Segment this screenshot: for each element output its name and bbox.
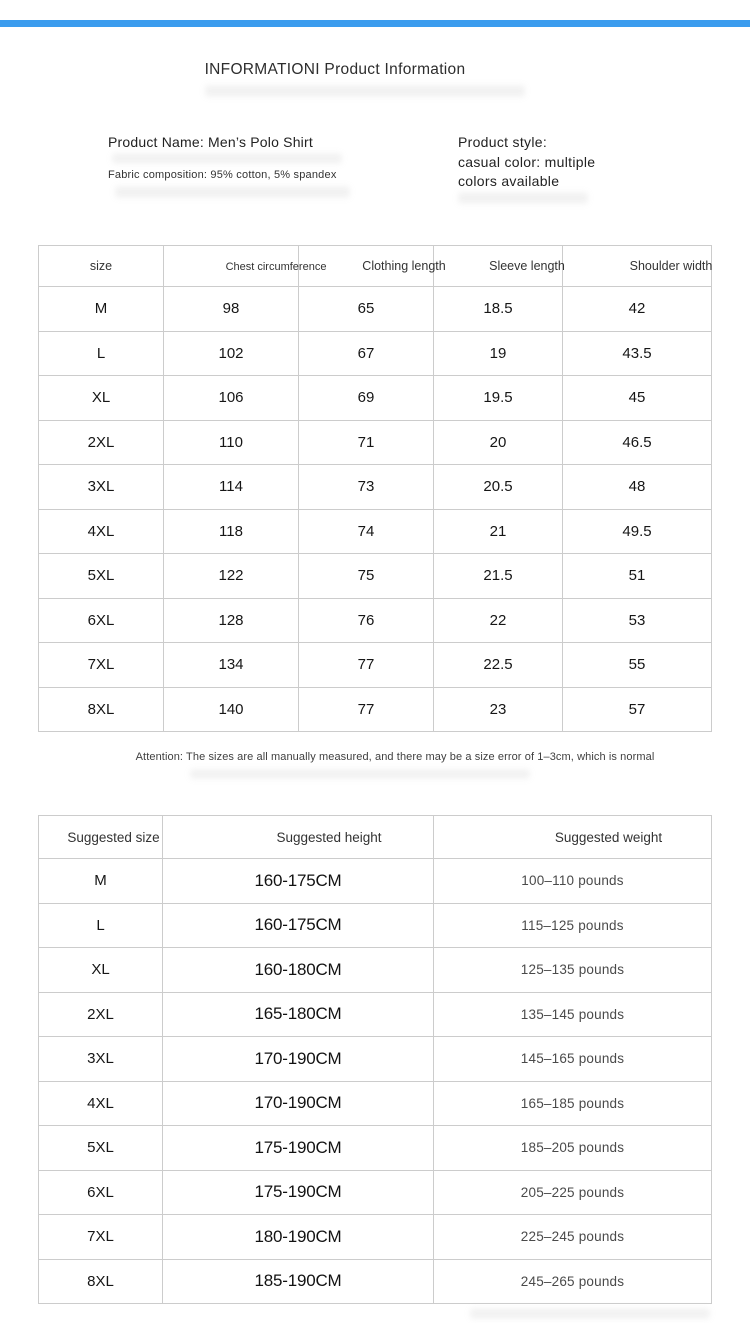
table-cell: 140: [164, 687, 299, 732]
table-cell: L: [39, 903, 163, 948]
table-cell: 20: [434, 420, 563, 465]
table-cell: 49.5: [563, 509, 712, 554]
table-cell: 46.5: [563, 420, 712, 465]
table-row: [39, 465, 712, 510]
table-cell: 5XL: [39, 554, 164, 599]
table-row: [39, 643, 712, 688]
table-cell: 4XL: [39, 509, 164, 554]
product-style-line: colors available: [458, 173, 560, 189]
table-cell: 53: [563, 598, 712, 643]
page-title: INFORMATIONI Product Information: [204, 61, 466, 78]
table-cell: 122: [164, 554, 299, 599]
table-row: [39, 948, 712, 993]
table-cell: 22.5: [434, 643, 563, 688]
table-cell: 245–265 pounds: [434, 1259, 712, 1304]
col-header-size: size: [39, 246, 164, 287]
table-cell: 128: [164, 598, 299, 643]
table-cell: 3XL: [39, 465, 164, 510]
table-cell: 165-180CM: [163, 992, 434, 1037]
table-cell: 102: [164, 331, 299, 376]
product-style-text: [458, 133, 595, 192]
table-cell: 175-190CM: [163, 1126, 434, 1171]
table-cell: 22: [434, 598, 563, 643]
col-header-suggested-height: Suggested height: [163, 816, 434, 859]
table-row: [39, 376, 712, 421]
table-cell: 75: [299, 554, 434, 599]
table-cell: 100–110 pounds: [434, 859, 712, 904]
table-row: [39, 1037, 712, 1082]
attention-note: Attention: The sizes are all manually measured, and there may be a size error of 1–3cm, which is normal: [135, 751, 655, 763]
table-cell: 42: [563, 287, 712, 332]
table-cell: 7XL: [39, 643, 164, 688]
table-cell: 18.5: [434, 287, 563, 332]
product-style-line: Product style:: [458, 134, 548, 150]
table-cell: 20.5: [434, 465, 563, 510]
col-header-shoulder-width: Shoulder width: [563, 246, 712, 287]
faded-text-smudge: [112, 153, 342, 164]
table-cell: 175-190CM: [163, 1170, 434, 1215]
table-cell: 170-190CM: [163, 1081, 434, 1126]
faded-text-smudge: [458, 192, 588, 204]
table-row: [39, 420, 712, 465]
table-cell: M: [39, 287, 164, 332]
col-header-suggested-weight: Suggested weight: [434, 816, 712, 859]
table-cell: 8XL: [39, 687, 164, 732]
table-cell: 160-175CM: [163, 903, 434, 948]
table-cell: 67: [299, 331, 434, 376]
table-cell: 23: [434, 687, 563, 732]
table-row: [39, 554, 712, 599]
table-cell: 118: [164, 509, 299, 554]
table-row: [39, 1215, 712, 1260]
faded-text-smudge: [190, 769, 530, 779]
table-cell: 19: [434, 331, 563, 376]
faded-text-smudge: [205, 85, 525, 97]
size-table-header-row: [39, 246, 712, 287]
size-table: [38, 245, 712, 732]
table-cell: 57: [563, 687, 712, 732]
table-cell: 45: [563, 376, 712, 421]
table-cell: 205–225 pounds: [434, 1170, 712, 1215]
product-style-line: casual color: multiple: [458, 153, 596, 170]
col-header-suggested-size: Suggested size: [39, 816, 163, 859]
table-cell: L: [39, 331, 164, 376]
table-cell: 69: [299, 376, 434, 421]
table-cell: 21.5: [434, 554, 563, 599]
table-cell: 76: [299, 598, 434, 643]
table-cell: 71: [299, 420, 434, 465]
table-cell: 160-180CM: [163, 948, 434, 993]
table-cell: 135–145 pounds: [434, 992, 712, 1037]
table-cell: 98: [164, 287, 299, 332]
table-row: [39, 1126, 712, 1171]
table-cell: 65: [299, 287, 434, 332]
table-row: [39, 687, 712, 732]
table-cell: 134: [164, 643, 299, 688]
table-cell: 2XL: [39, 992, 163, 1037]
table-cell: 74: [299, 509, 434, 554]
table-cell: 77: [299, 687, 434, 732]
table-row: [39, 903, 712, 948]
table-cell: 185-190CM: [163, 1259, 434, 1304]
fabric-composition-label: Fabric composition: 95% cotton, 5% spandex: [108, 169, 337, 181]
table-row: [39, 992, 712, 1037]
table-cell: 5XL: [39, 1126, 163, 1171]
table-cell: XL: [39, 376, 164, 421]
table-row: [39, 598, 712, 643]
table-row: [39, 509, 712, 554]
table-cell: 110: [164, 420, 299, 465]
table-cell: 48: [563, 465, 712, 510]
table-row: [39, 859, 712, 904]
faded-text-smudge: [115, 186, 350, 198]
table-cell: 8XL: [39, 1259, 163, 1304]
table-cell: 73: [299, 465, 434, 510]
table-row: [39, 331, 712, 376]
table-cell: 160-175CM: [163, 859, 434, 904]
table-cell: 43.5: [563, 331, 712, 376]
table-cell: 7XL: [39, 1215, 163, 1260]
table-row: [39, 1259, 712, 1304]
suggestion-table-header-row: [39, 816, 712, 859]
table-cell: 19.5: [434, 376, 563, 421]
table-cell: 185–205 pounds: [434, 1126, 712, 1171]
table-cell: 115–125 pounds: [434, 903, 712, 948]
top-accent-bar: [0, 20, 750, 27]
table-cell: 170-190CM: [163, 1037, 434, 1082]
table-cell: 114: [164, 465, 299, 510]
table-cell: 145–165 pounds: [434, 1037, 712, 1082]
col-header-sleeve-length: Sleeve length: [434, 246, 563, 287]
table-cell: 77: [299, 643, 434, 688]
table-cell: 2XL: [39, 420, 164, 465]
table-cell: 55: [563, 643, 712, 688]
table-cell: 165–185 pounds: [434, 1081, 712, 1126]
table-cell: 4XL: [39, 1081, 163, 1126]
table-cell: 125–135 pounds: [434, 948, 712, 993]
table-row: [39, 1170, 712, 1215]
table-cell: 106: [164, 376, 299, 421]
table-row: [39, 287, 712, 332]
table-cell: M: [39, 859, 163, 904]
table-row: [39, 1081, 712, 1126]
col-header-chest: Chest circumference: [164, 246, 299, 287]
table-cell: 180-190CM: [163, 1215, 434, 1260]
table-cell: 51: [563, 554, 712, 599]
table-cell: 3XL: [39, 1037, 163, 1082]
col-header-clothing-length: Clothing length: [299, 246, 434, 287]
table-cell: XL: [39, 948, 163, 993]
table-cell: 6XL: [39, 1170, 163, 1215]
table-cell: 6XL: [39, 598, 164, 643]
table-cell: 21: [434, 509, 563, 554]
product-name-label: Product Name: Men’s Polo Shirt: [108, 134, 313, 150]
table-cell: 225–245 pounds: [434, 1215, 712, 1260]
suggestion-table: [38, 815, 712, 1304]
faded-text-smudge: [470, 1308, 710, 1319]
